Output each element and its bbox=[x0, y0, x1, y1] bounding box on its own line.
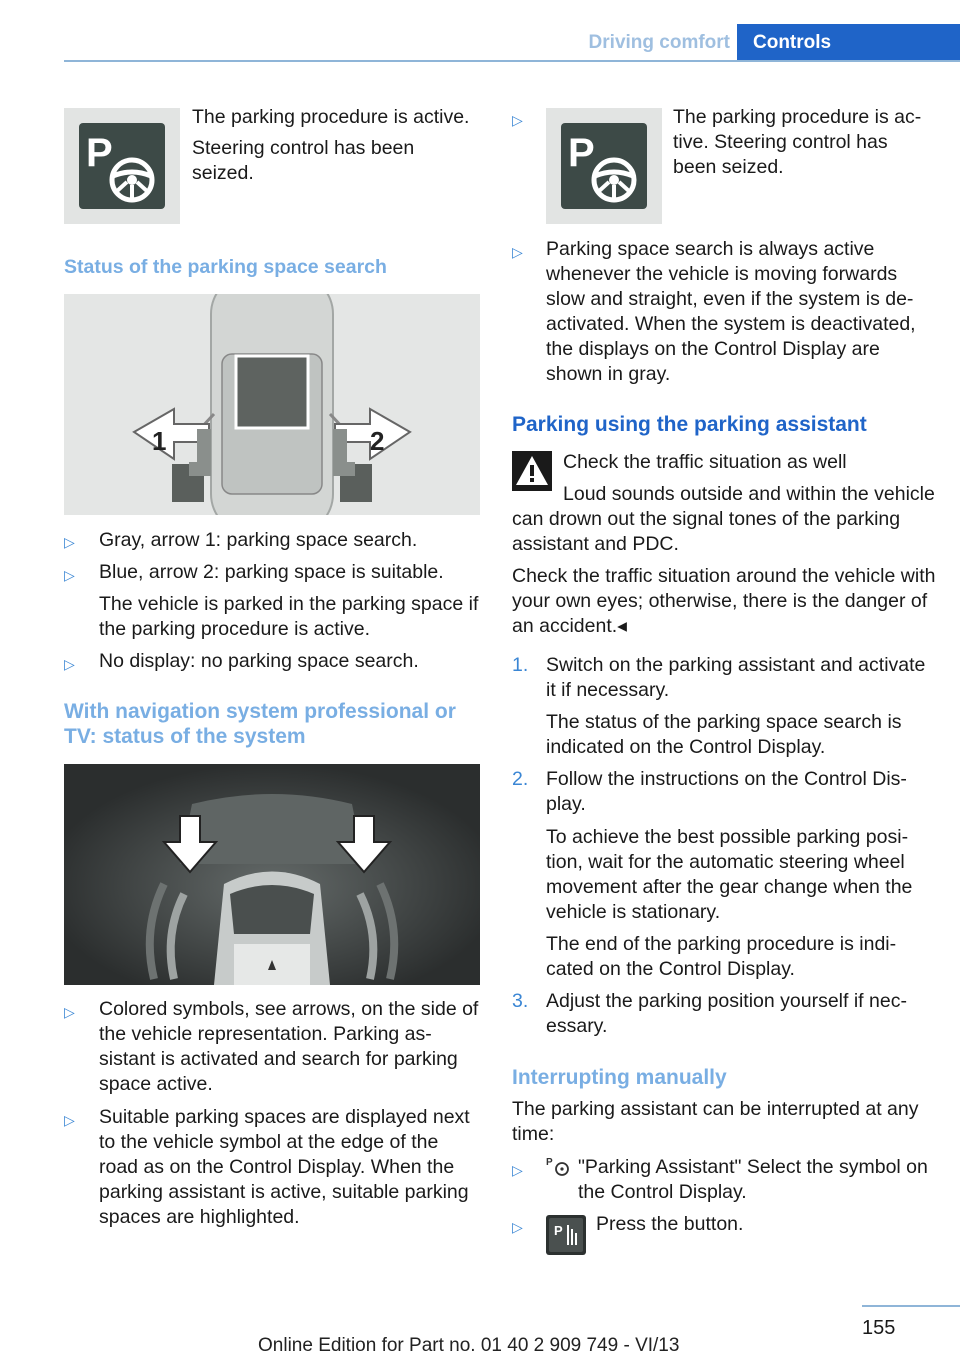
warning-body-text: Loud sounds outside and within the vehicle can drown out the signal tones of the parking assistant and PDC. bbox=[512, 483, 935, 555]
bullet-blue-arrow-sub: The vehicle is parked in the parking space if the parking procedure is active. bbox=[99, 593, 479, 640]
parking-assistant-icon bbox=[546, 108, 662, 224]
figure-parking-search bbox=[64, 294, 480, 515]
bullet-marker: ▷ bbox=[512, 112, 523, 128]
header-rule bbox=[64, 60, 960, 62]
header-tab-controls: Controls bbox=[737, 24, 960, 61]
footer-rule bbox=[862, 1305, 960, 1307]
step-number: 3. bbox=[512, 990, 529, 1012]
bullet-gray-arrow: Gray, arrow 1: parking space search. bbox=[99, 529, 418, 551]
step-3-text: Adjust the parking position yourself if necessary. bbox=[546, 990, 907, 1037]
bullet-marker: ▷ bbox=[512, 1219, 523, 1235]
svg-text:P: P bbox=[568, 131, 595, 175]
parking-assistant-button-icon bbox=[546, 1215, 586, 1255]
bullet-marker: ▷ bbox=[64, 1112, 75, 1128]
figure-control-display bbox=[64, 764, 480, 985]
int-bullet-symbol: "Parking Assistant" Select the symbol on the Control Display. bbox=[578, 1156, 928, 1203]
step-2-sub-2: The end of the parking procedure is indicated on the Control Display. bbox=[546, 933, 897, 980]
footer-edition: Online Edition for Part no. 01 40 2 909 749 - VI/13 bbox=[258, 1335, 680, 1356]
bullet-colored-symbols: Colored symbols, see arrows, on the side of the vehicle representation. Parking assistant is activated and search for parking space active. bbox=[99, 998, 479, 1095]
icon-text-active: The parking procedure is active. bbox=[192, 106, 470, 128]
svg-text:P: P bbox=[86, 131, 113, 175]
warning-body bbox=[512, 482, 942, 639]
svg-text:P: P bbox=[554, 1223, 563, 1238]
page-number: 155 bbox=[862, 1317, 896, 1339]
svg-text:P: P bbox=[546, 1157, 553, 1168]
step-2-text: Follow the instructions on the Control Display. bbox=[546, 768, 907, 815]
bullet-suitable-spaces: Suitable parking spaces are displayed next to the vehicle symbol at the edge of the road as on the Control Display. When the parking assistant is active, suitable parking spaces are highlighted. bbox=[99, 1106, 470, 1228]
heading-nav-status: With navigation system professional or TV: status of the system bbox=[64, 700, 456, 748]
parking-assistant-icon bbox=[64, 108, 180, 224]
heading-parking-using: Parking using the parking assistant bbox=[512, 413, 867, 436]
header-section: Driving comfort bbox=[588, 32, 730, 53]
step-1-sub: The status of the parking space search is indicated on the Control Display. bbox=[546, 711, 902, 758]
bullet-marker: ▷ bbox=[64, 656, 75, 672]
heading-interrupting: Interrupting manually bbox=[512, 1066, 727, 1089]
int-bullet-button: Press the button. bbox=[596, 1213, 744, 1235]
heading-status-search: Status of the parking space search bbox=[64, 256, 387, 278]
bullet-marker: ▷ bbox=[64, 1004, 75, 1020]
bullet-marker: ▷ bbox=[64, 534, 75, 550]
step-number: 1. bbox=[512, 654, 529, 676]
parking-assistant-symbol-icon bbox=[546, 1155, 572, 1177]
bullet-blue-arrow: Blue, arrow 2: parking space is suitable. bbox=[99, 561, 444, 583]
warning-title: Check the traffic situation as well bbox=[563, 451, 847, 473]
figure-label-2: 2 bbox=[370, 426, 385, 456]
bullet-marker: ▷ bbox=[512, 244, 523, 260]
step-number: 2. bbox=[512, 768, 529, 790]
bullet-search-always-active: Parking space search is always active whenever the vehicle is moving forwards slow and straight, even if the system is deactivated. When the system is deactivated, the displays on the Control Display are shown in gray. bbox=[546, 238, 916, 385]
step-1-text: Switch on the parking assistant and activate it if necessary. bbox=[546, 654, 926, 701]
icon-text-seized: Steering control has been seized. bbox=[192, 137, 415, 184]
bullet-icon-text: The parking procedure is active. Steering control has been seized. bbox=[673, 106, 922, 178]
bullet-marker: ▷ bbox=[64, 567, 75, 583]
warning-body-text-2: Check the traffic situation around the vehicle with your own eyes; otherwise, there is the danger of an accident.◂ bbox=[512, 565, 936, 637]
step-2-sub-1: To achieve the best possible parking position, wait for the automatic steering wheel movement after the gear change when the vehicle is stationary. bbox=[546, 826, 913, 923]
bullet-marker: ▷ bbox=[512, 1162, 523, 1178]
interrupt-text: The parking assistant can be interrupted at any time: bbox=[512, 1098, 919, 1145]
bullet-no-display: No display: no parking space search. bbox=[99, 650, 419, 672]
figure-label-1: 1 bbox=[152, 426, 167, 456]
